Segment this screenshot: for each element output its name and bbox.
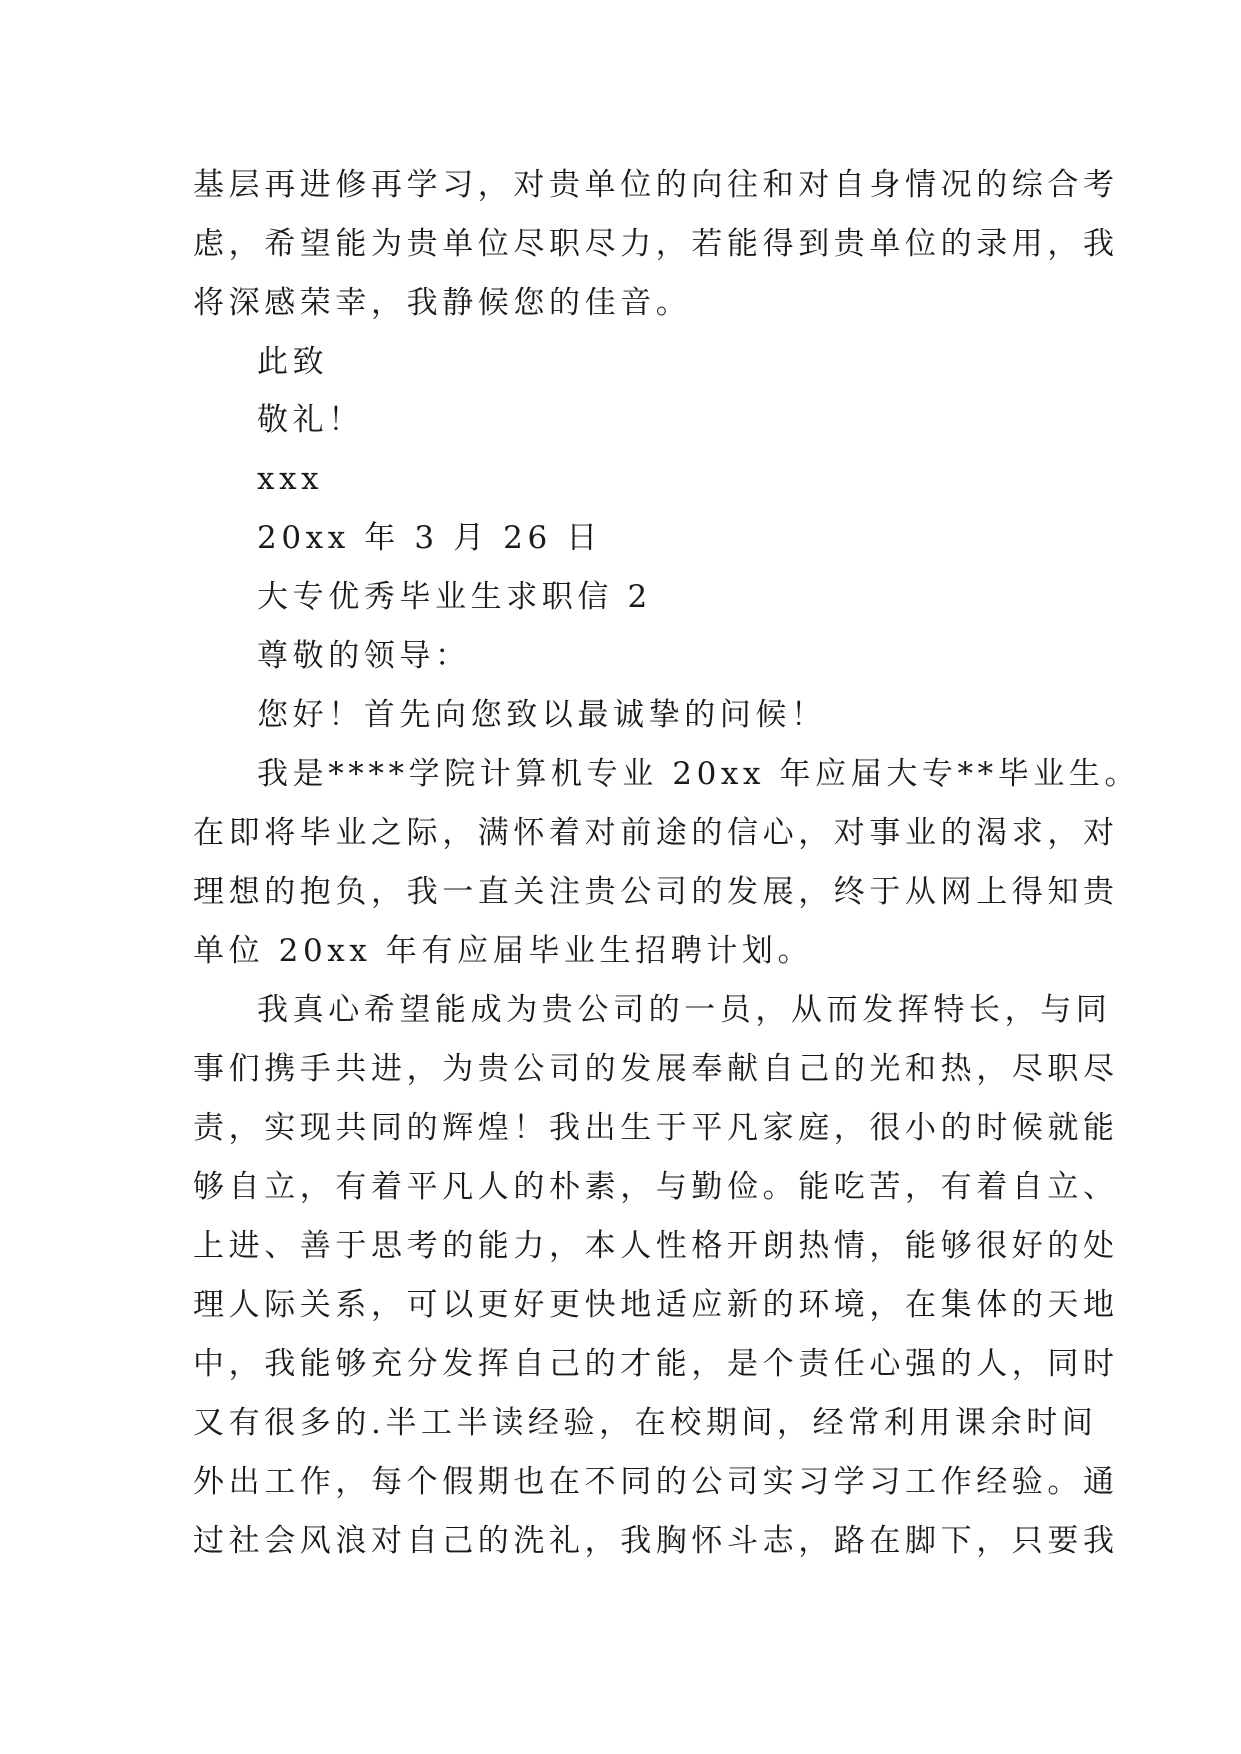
paragraph-line: 外出工作，每个假期也在不同的公司实习学习工作经验。通 [193, 1464, 1119, 1500]
salutation-closing: 敬礼！ [257, 402, 364, 438]
paragraph-line: 中，我能够充分发挥自己的才能，是个责任心强的人，同时 [193, 1346, 1119, 1382]
paragraph-line: 过社会风浪对自己的洗礼，我胸怀斗志，路在脚下，只要我 [193, 1523, 1119, 1559]
paragraph-line: 责，实现共同的辉煌！我出生于平凡家庭，很小的时候就能 [193, 1110, 1119, 1146]
paragraph-line: 又有很多的.半工半读经验，在校期间，经常利用课余时间 [193, 1405, 1098, 1441]
greeting-line: 您好！首先向您致以最诚挚的问候！ [257, 697, 827, 733]
paragraph-line: 理想的抱负，我一直关注贵公司的发展，终于从网上得知贵 [193, 874, 1119, 910]
signature-date: 20xx 年 3 月 26 日 [257, 520, 602, 556]
paragraph-line: 将深感荣幸，我静候您的佳音。 [193, 285, 692, 321]
paragraph-line: 我是****学院计算机专业 20xx 年应届大专**毕业生。 [257, 756, 1141, 792]
paragraph-line: 上进、善于思考的能力，本人性格开朗热情，能够很好的处 [193, 1228, 1119, 1264]
paragraph-line: 单位 20xx 年有应届毕业生招聘计划。 [193, 933, 814, 969]
signature-name: xxx [257, 461, 324, 497]
paragraph-line: 我真心希望能成为贵公司的一员，从而发挥特长，与同 [257, 992, 1112, 1028]
paragraph-line: 虑，希望能为贵单位尽职尽力，若能得到贵单位的录用，我 [193, 226, 1119, 262]
paragraph-line: 事们携手共进，为贵公司的发展奉献自己的光和热，尽职尽 [193, 1051, 1119, 1087]
paragraph-line: 理人际关系，可以更好更快地适应新的环境，在集体的天地 [193, 1287, 1119, 1323]
closing-line: 此致 [257, 344, 329, 380]
paragraph-line: 在即将毕业之际，满怀着对前途的信心，对事业的渴求，对 [193, 815, 1119, 851]
paragraph-line: 基层再进修再学习，对贵单位的向往和对自身情况的综合考 [193, 167, 1119, 203]
section-title: 大专优秀毕业生求职信 2 [257, 579, 652, 615]
greeting-line: 尊敬的领导： [257, 638, 471, 674]
paragraph-line: 够自立，有着平凡人的朴素，与勤俭。能吃苦，有着自立、 [193, 1169, 1119, 1205]
